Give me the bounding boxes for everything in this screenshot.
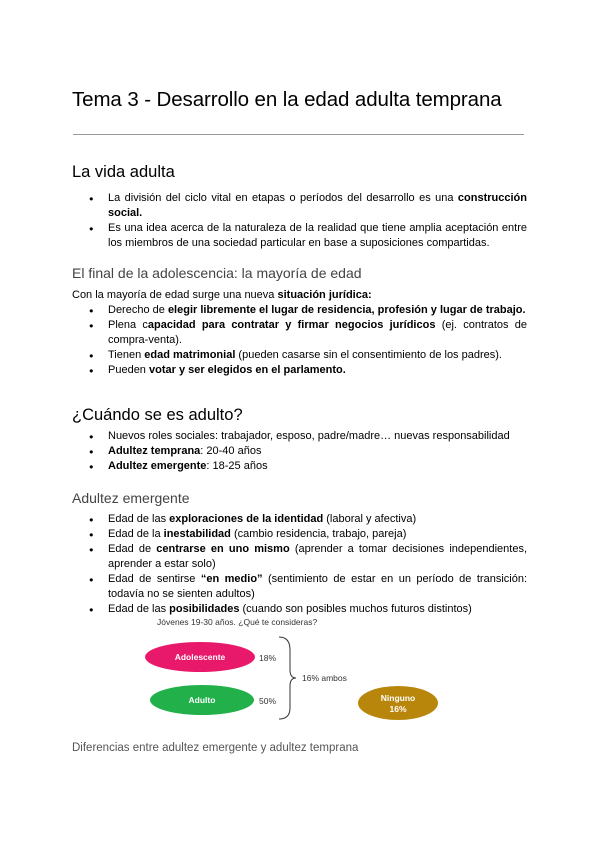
vida-adulta-list: [72, 191, 527, 251]
title-divider: [73, 134, 524, 135]
list-item: ● Nuevos roles sociales: trabajador, esposo, padre/madre… nuevas responsabilidad: [72, 429, 527, 444]
bracket: [279, 637, 296, 719]
diagram-caption: Diferencias entre adultez emergente y adultez temprana: [72, 742, 359, 754]
list-item: ● Es una idea acerca de la naturaleza de la realidad que tiene amplia aceptación entre los miembros de una sociedad particular en base a suposiciones compartidas.: [72, 221, 527, 251]
list-item: ● Edad de sentirse “en medio” (sentimiento de estar en un período de transición: todavía no se sienten adultos): [72, 572, 527, 602]
survey-diagram: [140, 615, 450, 730]
list-item: ● Adultez emergente: 18-25 años: [72, 459, 527, 474]
section-heading-mayoria-edad: El final de la adolescencia: la mayoría de edad: [72, 265, 362, 281]
list-item: ● Edad de las exploraciones de la identidad (laboral y afectiva): [72, 512, 527, 527]
list-item: ● La división del ciclo vital en etapas o períodos del desarrollo es una construcción social.: [72, 191, 527, 221]
adulto-label: Adulto: [188, 695, 216, 705]
list-item: ● Pueden votar y ser elegidos en el parlamento.: [72, 363, 527, 378]
adolescente-pct: 18%: [259, 653, 277, 663]
list-item: ● Edad de centrarse en uno mismo (aprender a tomar decisiones independientes, aprender a estar solo): [72, 542, 527, 572]
list-item: ● Adultez temprana: 20-40 años: [72, 444, 527, 459]
section-heading-vida-adulta: La vida adulta: [72, 163, 175, 181]
ninguno-label: Ninguno: [380, 693, 416, 703]
mayoria-edad-list: [72, 303, 527, 378]
list-item: ● Plena capacidad para contratar y firmar negocios jurídicos (ej. contratos de compra-venta).: [72, 318, 527, 348]
list-item: ● Edad de las posibilidades (cuando son posibles muchos futuros distintos): [72, 602, 527, 617]
mayoria-edad-intro: Con la mayoría de edad surge una nueva situación jurídica:: [72, 289, 372, 301]
ninguno-pct: 16%: [389, 704, 407, 714]
ambos-label: 16% ambos: [302, 673, 347, 683]
section-heading-adultez-emergente: Adultez emergente: [72, 490, 190, 506]
adolescente-label: Adolescente: [174, 652, 226, 662]
ninguno-ellipse: [358, 686, 438, 720]
diagram-title: Jóvenes 19-30 años. ¿Qué te consideras?: [157, 617, 318, 627]
section-heading-cuando-adulto: ¿Cuándo se es adulto?: [72, 406, 243, 424]
page-title: Tema 3 - Desarrollo en la edad adulta temprana: [72, 88, 502, 111]
list-item: ● Tienen edad matrimonial (pueden casarse sin el consentimiento de los padres).: [72, 348, 527, 363]
cuando-adulto-list: [72, 429, 527, 474]
list-item: ● Derecho de elegir libremente el lugar de residencia, profesión y lugar de trabajo.: [72, 303, 527, 318]
list-item: ● Edad de la inestabilidad (cambio residencia, trabajo, pareja): [72, 527, 527, 542]
adulto-pct: 50%: [259, 696, 277, 706]
adultez-emergente-list: [72, 512, 527, 617]
